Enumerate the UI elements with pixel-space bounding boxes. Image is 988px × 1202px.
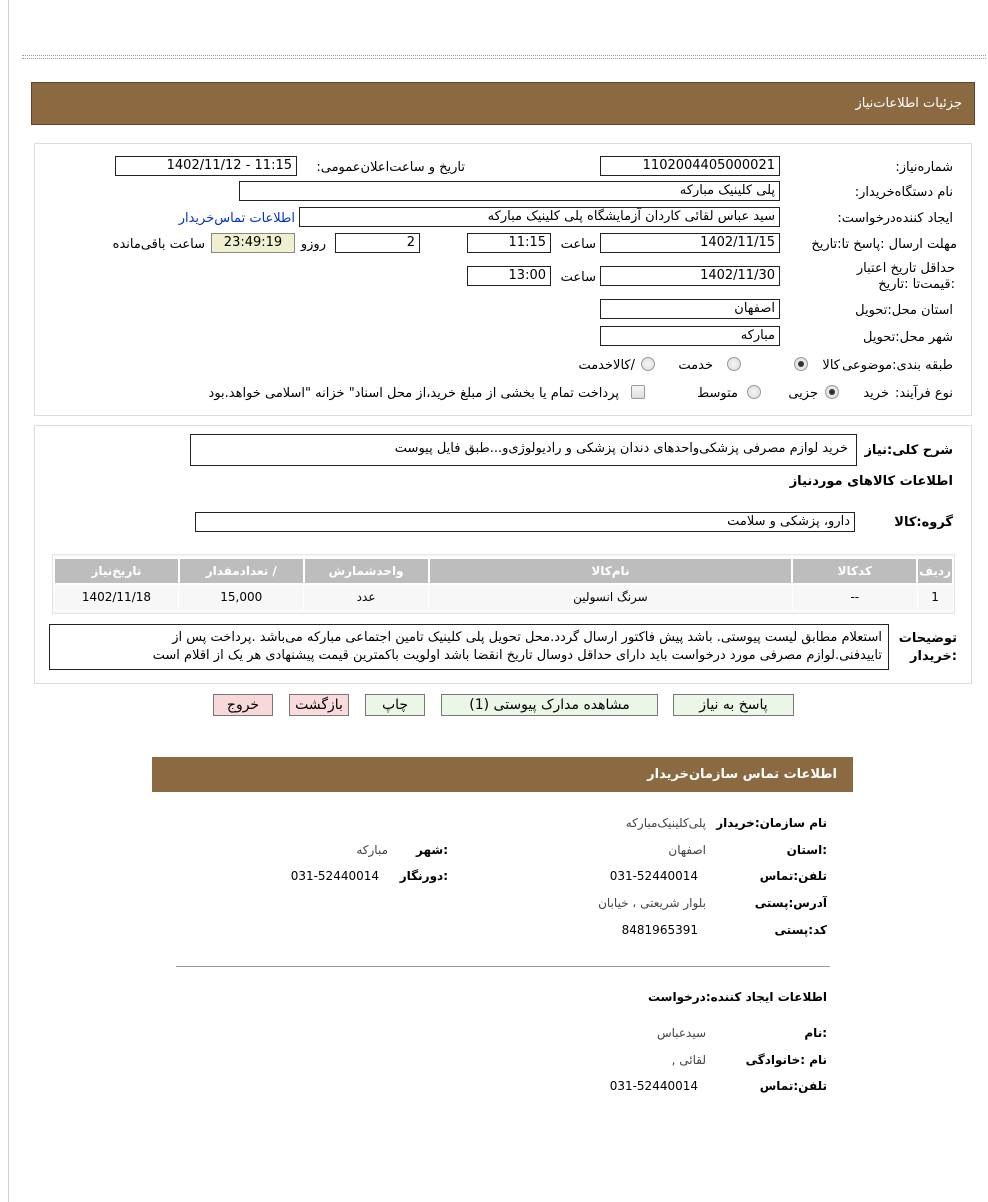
contact-org-value: پلی‌کلینیک‌مبارکه [625,816,706,830]
col-unit: واحدشمارش [304,558,429,584]
need-description-field: خرید لوازم مصرفی پزشکی‌واحدهای دندان پزشکی و رادیولوژی‌و...طبق فایل پیوست [190,434,857,466]
province-field: اصفهان [600,299,780,319]
buyer-org-field: پلی کلینیک مبارکه [239,181,780,201]
contact-postal-label: کد:پستی [774,923,827,937]
cell-unit: عدد [304,584,429,610]
contact-phone-label: تلفن:تماس [759,869,827,883]
cell-need-date: 1402/11/18 [54,584,179,610]
contact-postal-value: 8481965391 [621,923,698,937]
price-validity-date-field: 1402/11/30 [600,266,780,286]
page-header-banner [31,82,975,125]
remaining-timer: 23:49:19 [211,233,295,253]
goods-info-title: اطلاعات کالاهای موردنیاز [789,474,953,489]
price-validity-label: حداقل تاریخ اعتبار :قیمت‌تا :تاریخ [856,261,955,292]
contact-province-label: :استان [786,843,827,857]
remaining-label: ساعت باقی‌مانده [112,237,205,252]
creator-info-title: اطلاعات ایجاد کننده:درخواست [647,990,827,1004]
need-description-label: شرح کلی:نیاز [864,443,953,458]
creator-family-value: لقائی , [671,1053,706,1067]
announce-date-field: 1402/11/12 - 11:15 [115,156,297,176]
goods-table-wrapper [52,554,955,614]
page-left-border [8,0,9,1202]
goods-group-field: دارو، پزشکی و سلامت [195,512,855,532]
deadline-time-field: 11:15 [467,233,551,253]
buyer-org-label: نام دستگاه‌خریدار: [854,185,953,200]
cell-goods-name: سرنگ انسولین [429,584,793,610]
contact-address-label: آدرس:پستی [754,896,827,910]
announce-date-label: تاریخ و ساعت‌اعلان‌عمومی: [316,160,465,175]
goods-table [53,557,954,611]
price-validity-time-field: 13:00 [467,266,551,286]
price-validity-hour-label: ساعت [560,270,596,285]
col-row-number: ردیف [917,558,953,584]
col-need-date: تاریخ‌نیاز [54,558,179,584]
deadline-label: مهلت ارسال :پاسخ تا:تاریخ [811,237,957,252]
contact-address-value: بلوار شریعتی ، خیابان [598,896,706,910]
contact-divider [176,966,830,967]
top-divider-2 [22,58,986,59]
city-label: شهر محل:تحویل [863,330,953,345]
col-goods-name: نام‌کالا [429,558,793,584]
table-row [54,584,953,610]
need-number-label: شماره‌نیاز: [895,160,953,175]
buyer-notes-label: توضیحات :خریدار [898,631,957,664]
category-label: طبقه بندی:موضوعی [842,358,953,373]
contact-province-value: اصفهان [668,843,706,857]
need-details-panel [34,143,972,416]
print-button[interactable]: چاپ [365,694,425,716]
contact-phone-value: 031-52440014 [609,869,698,883]
cell-quantity: 15,000 [179,584,304,610]
creator-label: ایجاد کننده‌درخواست: [837,211,953,226]
contact-fax-label: :دورنگار [399,869,448,883]
cell-goods-code: -- [792,584,917,610]
buyer-notes-line-1: استعلام مطابق لیست پیوستی. باشد پیش فاکتور ارسال گردد.محل تحویل پلی کلینیک تامین اجتماعی مبارکه می‌باشد .پرداخت پس از [172,630,882,645]
category-option-service: خدمت [678,358,713,373]
category-radio-goods[interactable] [794,357,808,371]
buyer-contact-banner [152,757,853,792]
creator-family-label: نام :خانوادگی [745,1053,827,1067]
process-radio-medium[interactable] [747,385,761,399]
process-radio-minor[interactable] [825,385,839,399]
category-radio-service[interactable] [727,357,741,371]
back-button[interactable]: بازگشت [289,694,349,716]
deadline-date-field: 1402/11/15 [600,233,780,253]
city-field: مبارکه [600,326,780,346]
cell-row-number: 1 [917,584,953,610]
creator-name-label: :نام [804,1026,827,1040]
creator-phone-label: تلفن:تماس [759,1079,827,1093]
col-quantity: / تعدادمقدار [179,558,304,584]
process-label: نوع فرآیند: [895,386,953,401]
contact-city-value: مبارکه [356,843,388,857]
days-field: 2 [335,233,420,253]
contact-org-label: نام سازمان:خریدار [716,816,827,830]
need-summary-panel [34,425,972,684]
buyer-contact-link[interactable]: اطلاعات تماس‌خریدار [178,211,295,226]
province-label: استان محل:تحویل [855,303,953,318]
days-label: روزو [300,237,326,252]
treasury-payment-checkbox[interactable] [631,385,645,399]
category-radio-goods-service[interactable] [641,357,655,371]
need-number-field: 1102004405000021 [600,156,780,176]
goods-table-header-row [54,558,953,584]
category-option-goods: کالا [822,358,840,373]
creator-name-value: سیدعباس [656,1026,706,1040]
buyer-notes-field [49,624,889,670]
contact-city-label: :شهر [416,843,448,857]
view-attachments-button[interactable]: مشاهده مدارک پیوستی (1) [441,694,658,716]
creator-field: سید عباس لقائی کاردان آزمایشگاه پلی کلینیک مبارکه [299,207,780,227]
process-type: خرید [863,386,889,401]
process-option-medium: متوسط [697,386,738,401]
exit-button[interactable]: خروج [213,694,273,716]
col-goods-code: کدکالا [792,558,917,584]
goods-group-label: گروه:کالا [894,515,953,530]
treasury-payment-note: پرداخت تمام یا بخشی از مبلغ خرید،از محل اسناد" خزانه "اسلامی خواهد.بود [208,386,619,401]
category-option-goods-service: /کالاخدمت [578,358,635,373]
reply-button[interactable]: پاسخ به نیاز [673,694,794,716]
process-option-minor: جزیی [788,386,818,401]
contact-fax-value: 031-52440014 [290,869,379,883]
buyer-notes-line-2: تاییدفنی.لوازم مصرفی مورد درخواست باید دارای حداقل دوسال تاریخ انقضا باشد اولویت باکمترین قیمت پیشنهادی هر یک از اقلام است [152,648,882,663]
buyer-contact-title: اطلاعات تماس سازمان‌خریدار [647,767,837,782]
page-title: جزئیات اطلاعات‌نیاز [855,96,962,111]
top-divider [22,55,986,56]
creator-phone-value: 031-52440014 [609,1079,698,1093]
deadline-hour-label: ساعت [560,237,596,252]
